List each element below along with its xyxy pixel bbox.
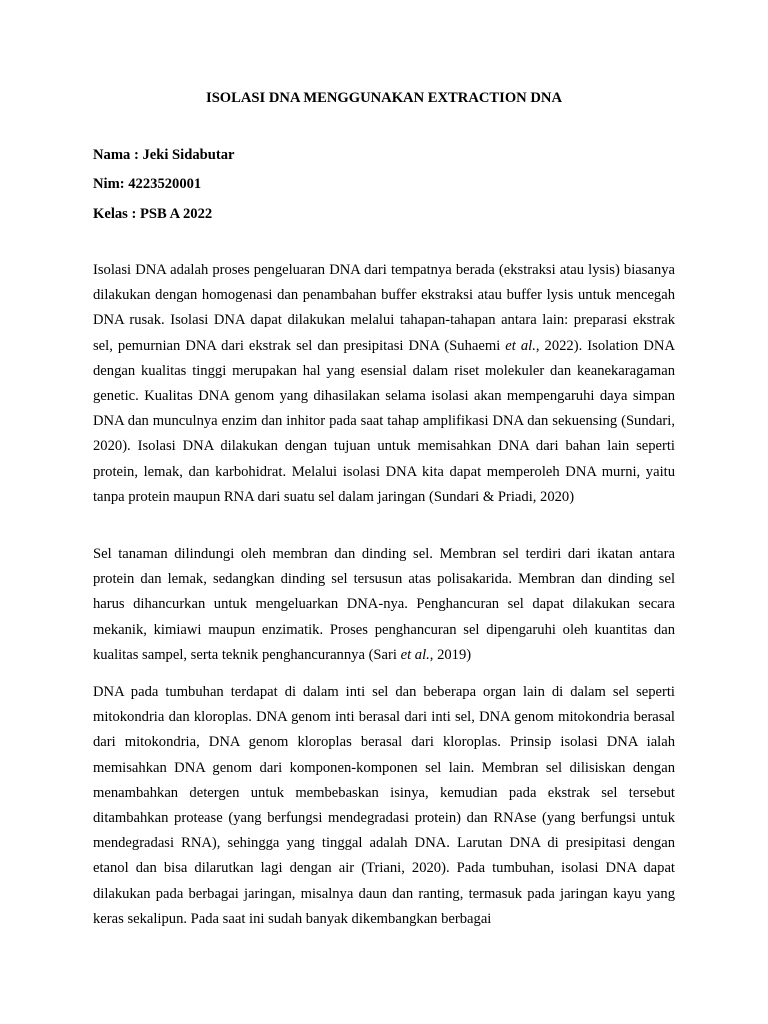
paragraph-2-text-b: , 2019) [429, 646, 472, 663]
student-class: Kelas : PSB A 2022 [93, 206, 213, 222]
paragraph-2 [93, 542, 675, 668]
document-title: ISOLASI DNA MENGGUNAKAN EXTRACTION DNA [206, 90, 562, 106]
paragraph-1-text-b: , 2022). Isolation DNA dengan kualitas tinggi merupakan hal yang esensial dalam riset molekuler dan keanekaragaman genetic. Kualitas DNA genom yang dihasilakan selama isolasi akan mempengaruhi daya simpan DNA dan munculnya enzim dan inhitor pada saat tahap amplifikasi DNA dan sekuensing (Sundari, 2020). Isolasi DNA dilakukan dengan tujuan untuk memisahkan DNA dari bahan lain seperti protein, lemak, dan karbohidrat. Melalui isolasi DNA kita dapat memperoleh DNA murni, yaitu tanpa protein maupun RNA dari suatu sel dalam jaringan (Sundari & Priadi, 2020) [93, 337, 675, 505]
paragraph-1-citation-italic: et al. [505, 337, 536, 354]
paragraph-1 [93, 258, 675, 510]
student-name: Nama : Jeki Sidabutar [93, 147, 235, 163]
paragraph-1-text-a: Isolasi DNA adalah proses pengeluaran DNA dari tempatnya berada (ekstraksi atau lysis) biasanya dilakukan dengan homogenasi dan penambahan buffer ekstraksi atau buffer lysis untuk mencegah DNA rusak. Isolasi DNA dapat dilakukan melalui tahapan-tahapan antara lain: preparasi ekstrak sel, pemurnian DNA dari ekstrak sel dan presipitasi DNA (Suhaemi [93, 262, 675, 354]
paragraph-3 [93, 680, 675, 940]
paragraph-2-text-a: Sel tanaman dilindungi oleh membran dan dinding sel. Membran sel terdiri dari ikatan antara protein dan lemak, sedangkan dinding sel tersusun atas polisakarida. Membran dan dinding sel harus dihancurkan untuk mengeluarkan DNA-nya. Penghancuran sel dapat dilakukan secara mekanik, kimiawi maupun enzimatik. Proses penghancuran sel dipengaruhi oleh kuantitas dan kualitas sampel, serta teknik penghancurannya (Sari [93, 546, 675, 663]
paragraph-2-citation-italic: et al. [400, 646, 430, 663]
student-nim: Nim: 4223520001 [93, 176, 202, 192]
paragraph-3-text: DNA pada tumbuhan terdapat di dalam inti sel dan beberapa organ lain di dalam sel seperti mitokondria dan kloroplas. DNA genom inti berasal dari inti sel, DNA genom mitokondria berasal dari mitokondria, DNA genom kloroplas berasal dari kloroplas. Prinsip isolasi DNA ialah memisahkan DNA genom dari komponen-komponen sel lain. Membran sel dilisiskan dengan menambahkan detergen untuk membebaskan isinya, kemudian pada ekstrak sel tersebut ditambahkan protease (yang berfungsi mendegradasi protein) dan RNAse (yang berfungsi untuk mendegradasi RNA), sehingga yang tinggal adalah DNA. Larutan DNA di presipitasi dengan etanol dan bisa dilarutkan lagi dengan air (Triani, 2020). Pada tumbuhan, isolasi DNA dapat dilakukan pada berbagai jaringan, misalnya daun dan ranting, termasuk pada jaringan kayu yang keras sekalipun. Pada saat ini sudah banyak dikembangkan berbagai [93, 684, 675, 927]
